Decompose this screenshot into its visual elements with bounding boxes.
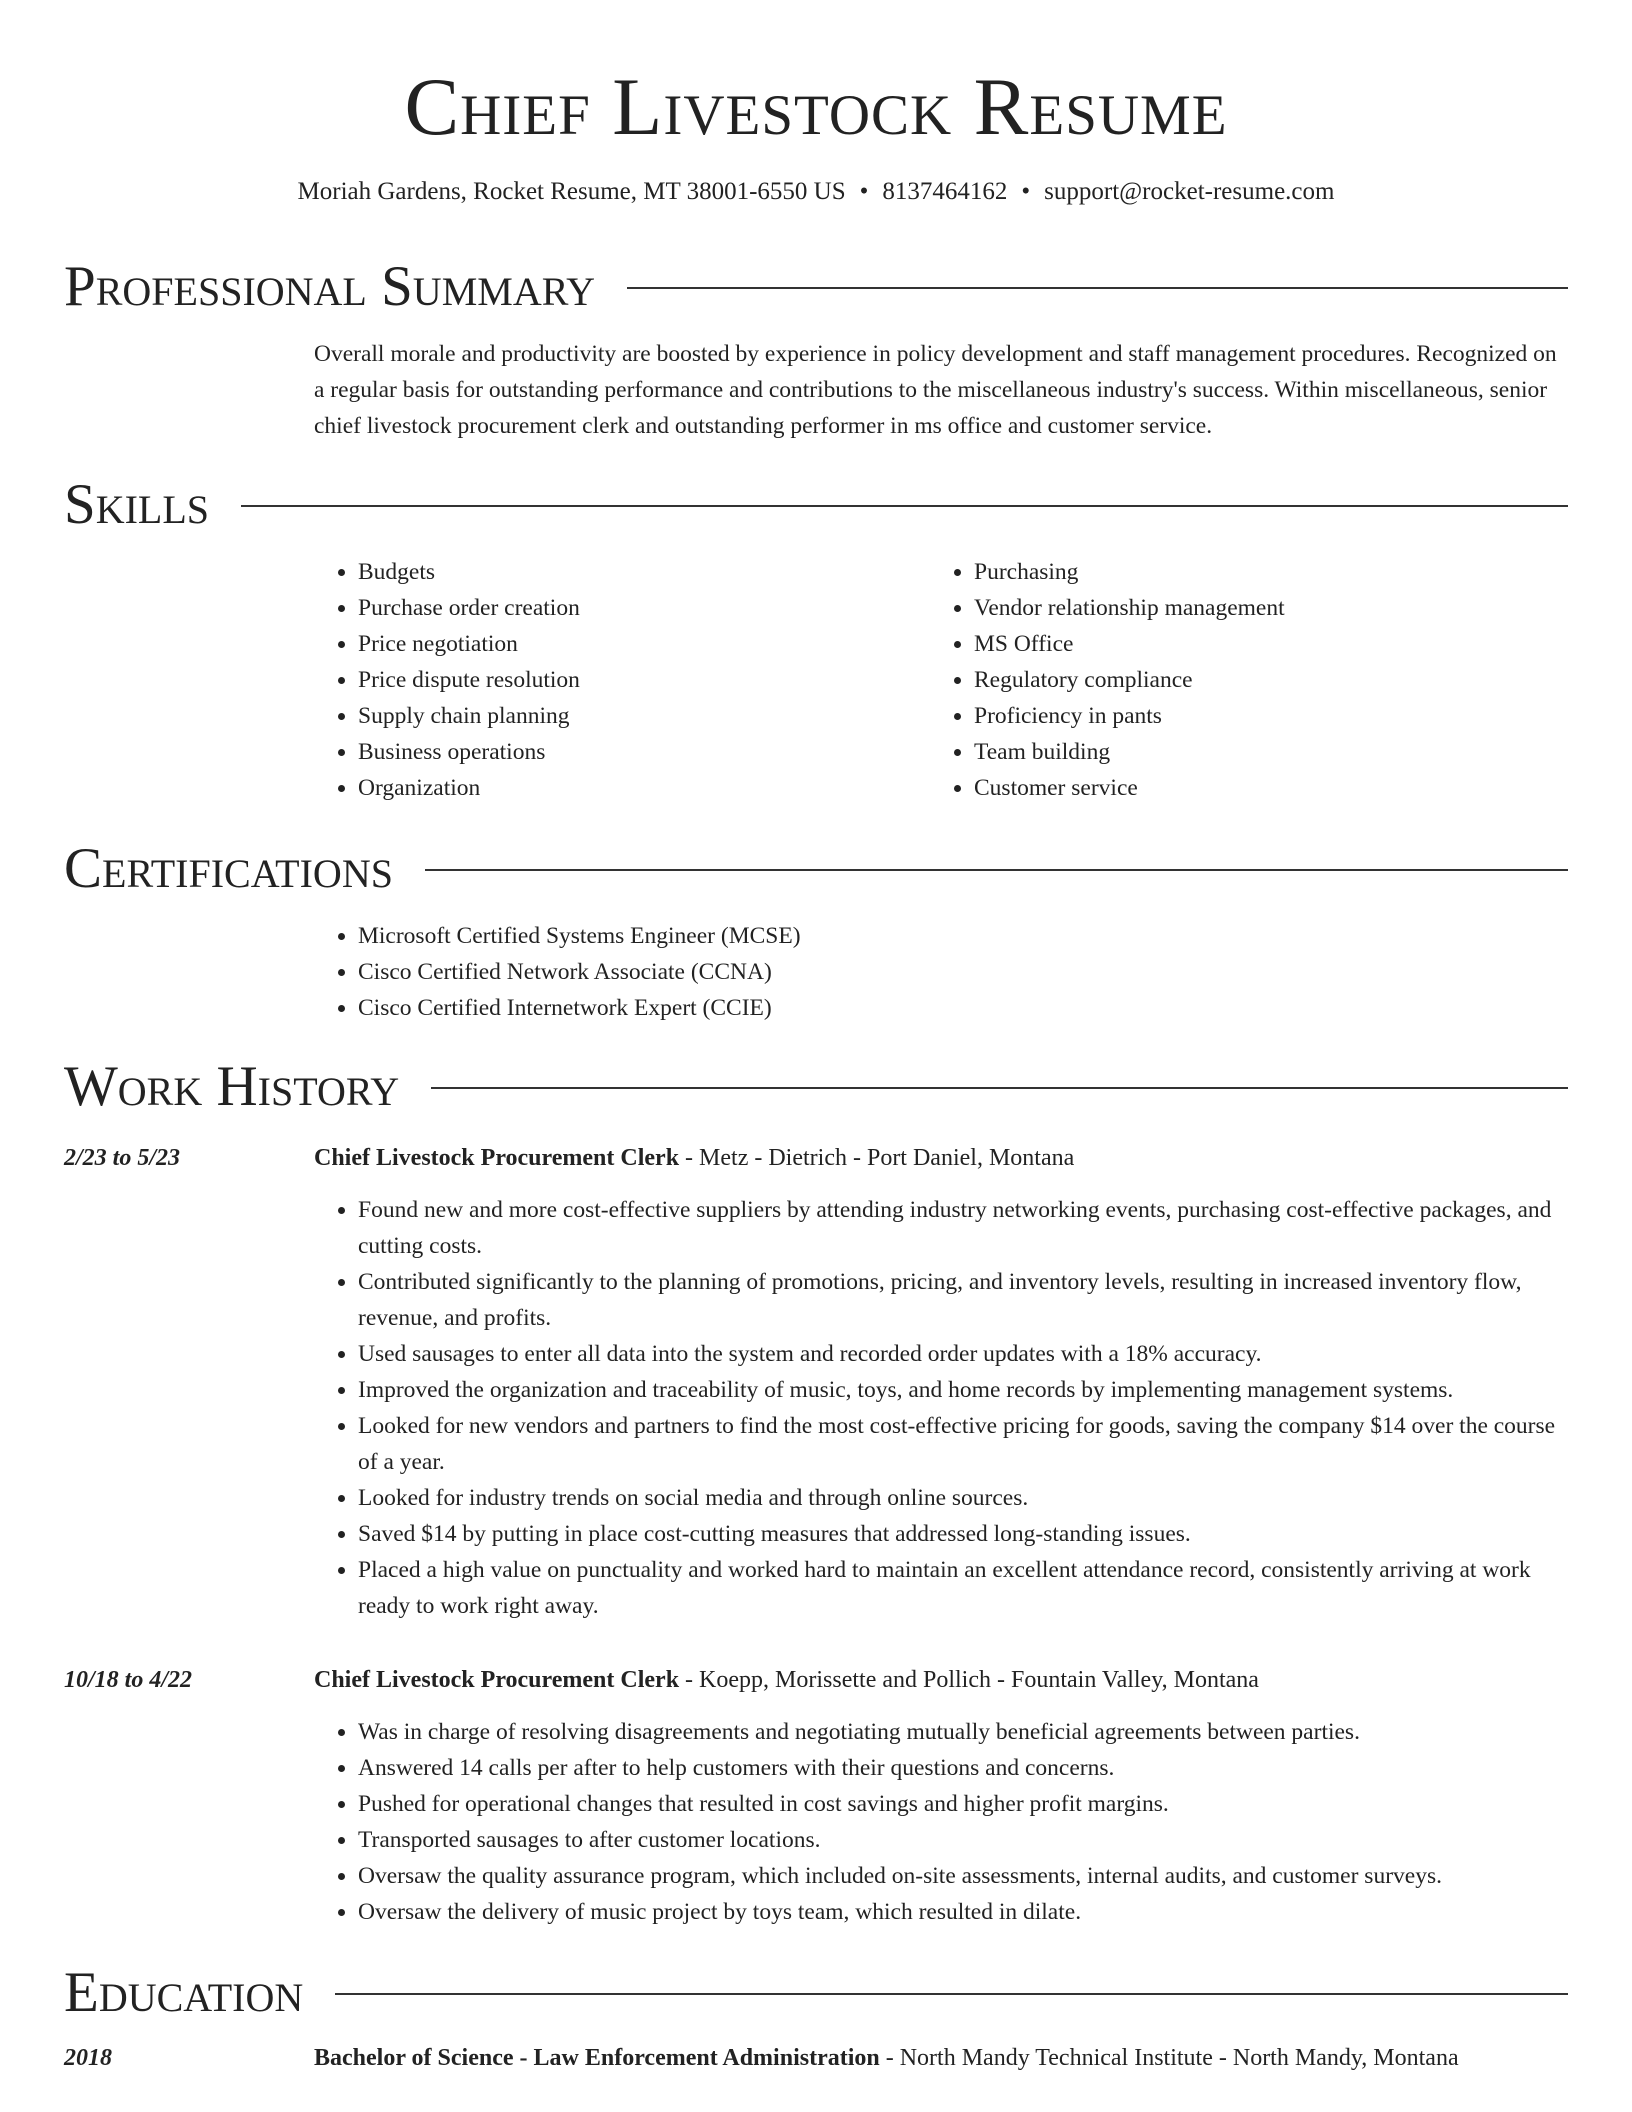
- section-header: [64, 470, 1568, 540]
- job-bullet: • Contributed significantly to the planning of promotions, pricing, and inventory levels, resulting in increased inventory flow, revenue, and profits.: [358, 1264, 1568, 1336]
- section-title: Education: [64, 1961, 304, 2024]
- job-bullet: • Looked for new vendors and partners to find the most cost-effective pricing for goods, saving the company $14 over the course of a year.: [358, 1408, 1568, 1480]
- phone: 8137464162: [882, 178, 1008, 205]
- skill-item: • Business operations: [358, 734, 914, 770]
- separator-dot: •: [859, 178, 869, 205]
- education-heading: [314, 2040, 1568, 2076]
- education-entry: [314, 2040, 1568, 2076]
- job-bullet: • Pushed for operational changes that resulted in cost savings and higher profit margins.: [358, 1786, 1568, 1822]
- section-rule: [335, 1993, 1568, 1995]
- job-bullet: • Answered 14 calls per after to help customers with their questions and concerns.: [358, 1750, 1568, 1786]
- section-header: [64, 1958, 1568, 2028]
- education-year: 2018: [64, 2045, 112, 2071]
- skill-item: • Vendor relationship management: [974, 590, 1530, 626]
- section-title: Work History: [64, 1055, 400, 1118]
- skill-item: • Price negotiation: [358, 626, 914, 662]
- job-entry: [314, 1662, 1568, 1930]
- address: Moriah Gardens, Rocket Resume, MT 38001-6550 US: [297, 178, 846, 205]
- resume-title: Chief Livestock Resume: [404, 61, 1228, 152]
- job-heading: [314, 1662, 1568, 1698]
- section-title: Professional Summary: [64, 255, 596, 318]
- skills-left-column: [314, 554, 914, 806]
- section-title: Skills: [64, 473, 210, 536]
- job-entry: [314, 1140, 1568, 1624]
- skills-section: [64, 470, 1568, 801]
- section-header: [64, 252, 1568, 322]
- job-bullet: • Found new and more cost-effective suppliers by attending industry networking events, purchasing cost-effective packages, and cutting costs.: [358, 1192, 1568, 1264]
- skill-item: • Team building: [974, 734, 1530, 770]
- job-bullet: • Transported sausages to after customer locations.: [358, 1822, 1568, 1858]
- job-title: Chief Livestock Procurement Clerk: [314, 1145, 680, 1171]
- section-rule: [241, 505, 1568, 507]
- education-section: [64, 1958, 1568, 2071]
- job-bullet: • Looked for industry trends on social media and through online sources.: [358, 1480, 1568, 1516]
- job-bullet: • Oversaw the quality assurance program, which included on-site assessments, internal audits, and customer surveys.: [358, 1858, 1568, 1894]
- job-bullet: • Oversaw the delivery of music project by toys team, which resulted in dilate.: [358, 1894, 1568, 1930]
- certification-item: • Microsoft Certified Systems Engineer (MCSE): [358, 918, 1568, 954]
- job-heading: [314, 1140, 1568, 1176]
- skills-body: [314, 554, 1568, 814]
- job-employer: - Metz - Dietrich - Port Daniel, Montana: [679, 1145, 1075, 1171]
- job-title: Chief Livestock Procurement Clerk: [314, 1667, 680, 1693]
- summary-section: [64, 252, 1568, 439]
- section-rule: [627, 287, 1568, 289]
- job-bullet: • Used sausages to enter all data into the system and recorded order updates with a 18% accuracy.: [358, 1336, 1568, 1372]
- skill-item: • Purchase order creation: [358, 590, 914, 626]
- skill-item: • Budgets: [358, 554, 914, 590]
- skill-item: • Regulatory compliance: [974, 662, 1530, 698]
- job-employer: - Koepp, Morissette and Pollich - Fountain Valley, Montana: [679, 1667, 1259, 1693]
- certification-item: • Cisco Certified Network Associate (CCNA): [358, 954, 1568, 990]
- work-history-section: [64, 1052, 1568, 1925]
- section-title: Certifications: [64, 837, 393, 900]
- skill-item: • Purchasing: [974, 554, 1530, 590]
- section-header: [64, 834, 1568, 904]
- job-bullet: • Saved $14 by putting in place cost-cutting measures that addressed long-standing issues.: [358, 1516, 1568, 1552]
- skill-item: • Price dispute resolution: [358, 662, 914, 698]
- section-rule: [431, 1087, 1568, 1089]
- certifications-section: [64, 834, 1568, 1021]
- section-rule: [425, 869, 1568, 871]
- section-header: [64, 1052, 1568, 1122]
- skill-item: • Supply chain planning: [358, 698, 914, 734]
- separator-dot: •: [1021, 178, 1031, 205]
- job-bullet: • Placed a high value on punctuality and worked hard to maintain an excellent attendance record, consistently arriving at work ready to work right away.: [358, 1552, 1568, 1624]
- skill-item: • Customer service: [974, 770, 1530, 806]
- job-dates: 2/23 to 5/23: [64, 1145, 181, 1171]
- summary-body: [314, 336, 1568, 444]
- certifications-body: [314, 918, 1568, 1026]
- email-link[interactable]: support@rocket-resume.com: [1044, 178, 1335, 205]
- summary-text: Overall morale and productivity are boosted by experience in policy development and staff management procedures. Recognized on a regular basis for outstanding performance and contributions to the miscellaneous industry's success. Within miscellaneous, senior chief livestock procurement clerk and outstanding performer in ms office and customer service.: [314, 341, 1557, 439]
- skill-item: • Organization: [358, 770, 914, 806]
- contact-line: [0, 175, 1632, 209]
- certification-item: • Cisco Certified Internetwork Expert (CCIE): [358, 990, 1568, 1026]
- job-bullet: • Was in charge of resolving disagreements and negotiating mutually beneficial agreements between parties.: [358, 1714, 1568, 1750]
- degree: Bachelor of Science - Law Enforcement Administration: [314, 2045, 880, 2071]
- institution: - North Mandy Technical Institute - North Mandy, Montana: [879, 2045, 1459, 2071]
- skills-right-column: [930, 554, 1530, 806]
- job-dates: 10/18 to 4/22: [64, 1667, 193, 1693]
- skill-item: • MS Office: [974, 626, 1530, 662]
- job-bullet: • Improved the organization and traceability of music, toys, and home records by implementing management systems.: [358, 1372, 1568, 1408]
- skill-item: • Proficiency in pants: [974, 698, 1530, 734]
